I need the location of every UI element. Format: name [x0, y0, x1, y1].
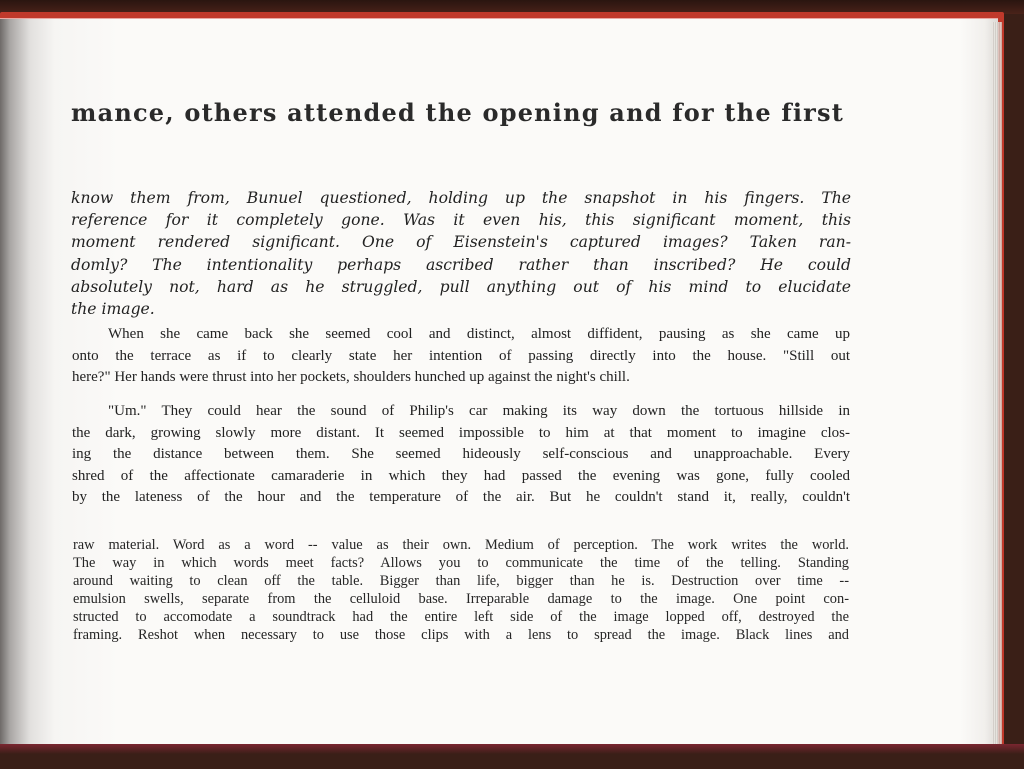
italic-line: absolutely not, hard as he struggled, pull anything out of his mind to elucidate: [71, 277, 851, 296]
page-stack-edge: [992, 22, 1002, 744]
paragraph-1: [72, 324, 850, 389]
final-line: raw material. Word as a word -- value as their own. Medium of perception. The work writes the world.: [73, 537, 849, 553]
paragraph-line: ing the distance between them. She seemed hideously self-conscious and unapproachable. Every: [72, 446, 850, 462]
paragraph-line: "Um." They could hear the sound of Philip's car making its way down the tortuous hillside in: [108, 403, 850, 419]
paragraph-line: the dark, growing slowly more distant. It seemed impossible to him at that moment to imagine clos-: [72, 424, 850, 441]
final-line: around waiting to clean off the table. Bigger than life, bigger than he is. Destruction over time --: [73, 572, 849, 589]
italic-line: moment rendered significant. One of Eisenstein's captured images? Taken ran-: [71, 233, 851, 252]
final-line: structed to accomodate a soundtrack had the entire left side of the image lopped off, destroyed the: [73, 608, 849, 625]
italic-line: the image.: [71, 300, 155, 319]
final-line: emulsion swells, separate from the celluloid base. Irreparable damage to the image. One point con-: [73, 590, 849, 607]
italic-passage: [71, 187, 851, 320]
final-line: The way in which words meet facts? Allows you to communicate the time of the telling. Standing: [73, 554, 849, 571]
paragraph-line: shred of the affectionate camaraderie in which they had passed the evening was gone, fully cooled: [72, 467, 850, 484]
final-passage: [73, 537, 849, 644]
italic-line: know them from, Bunuel questioned, holding up the snapshot in his fingers. The: [71, 189, 851, 207]
paragraph-line: by the lateness of the hour and the temperature of the air. But he couldn't stand it, really, couldn't: [72, 489, 850, 505]
final-line: framing. Reshot when necessary to use those clips with a lens to spread the image. Black lines and: [73, 626, 849, 643]
paragraph-2: [72, 401, 850, 509]
italic-line: reference for it completely gone. Was it even his, this significant moment, this: [71, 211, 851, 230]
paragraph-line: When she came back she seemed cool and distinct, almost diffident, pausing as she came up: [108, 326, 850, 342]
background-bottom: [0, 744, 1024, 769]
paragraph-line: here?" Her hands were thrust into her pockets, shoulders hunched up against the night's chill.: [72, 369, 630, 385]
heading-line: mance, others attended the opening and for the first: [71, 98, 845, 127]
paragraph-line: onto the terrace as if to clearly state her intention of passing directly into the house. "Still out: [72, 347, 850, 364]
italic-line: domly? The intentionality perhaps ascribed rather than inscribed? He could: [71, 255, 851, 274]
